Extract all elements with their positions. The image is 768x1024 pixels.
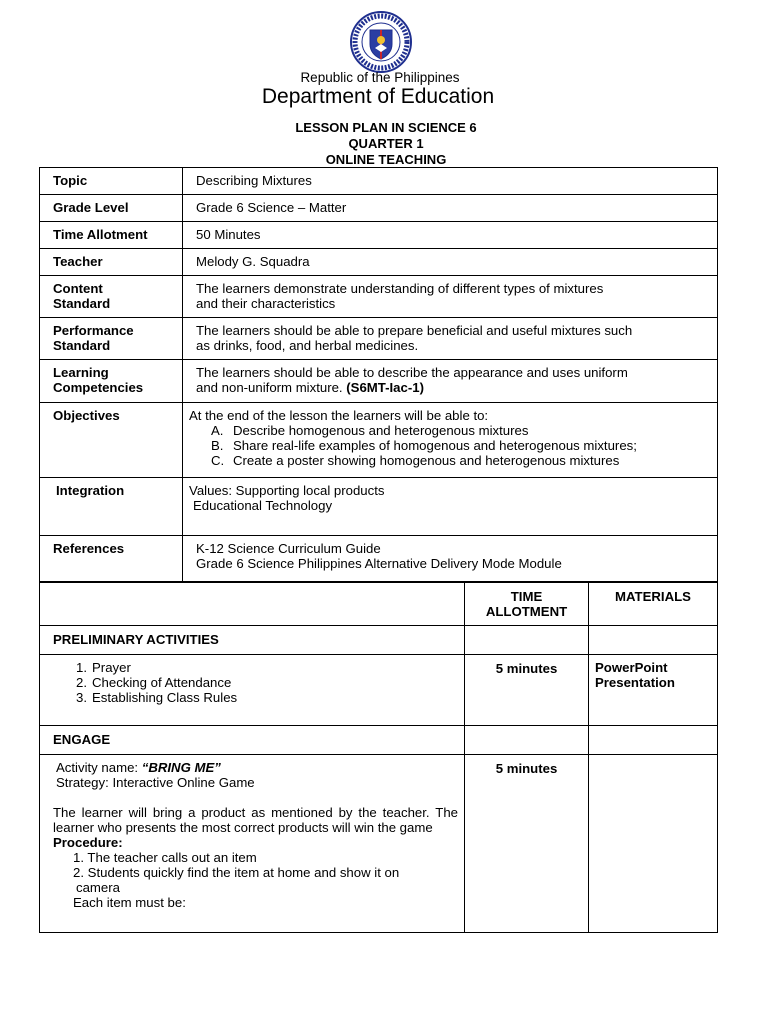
materials-header: MATERIALS (589, 583, 718, 626)
content-standard-label (40, 276, 183, 318)
activity-name-line (53, 760, 458, 775)
procedure-step: 2. Students quickly find the item at home and show it on (73, 865, 400, 880)
activity-name: “BRING ME” (141, 760, 221, 775)
learning-label-line: Learning (53, 365, 109, 380)
learning-label-line: Competencies (53, 380, 144, 395)
list-text: Share real-life examples of homogenous and heterogenous mixtures; (233, 438, 637, 453)
teacher-label: Teacher (40, 249, 183, 276)
time-allotment-header (465, 583, 589, 626)
table-row (40, 360, 718, 403)
procedure-step-continued: camera (76, 880, 120, 895)
list-item (211, 438, 711, 453)
topic-value: Describing Mixtures (183, 168, 718, 195)
list-text: Create a poster showing homogenous and heterogenous mixtures (233, 453, 620, 468)
table-row (40, 249, 718, 276)
topic-label: Topic (40, 168, 183, 195)
integration-line: Educational Technology (193, 498, 333, 513)
empty-cell (589, 626, 718, 655)
table-row (40, 655, 718, 726)
performance-standard-value (183, 318, 718, 360)
table-row (40, 536, 718, 582)
list-item (76, 660, 464, 675)
references-value (183, 536, 718, 582)
materials-line: Presentation (595, 675, 675, 690)
list-item (76, 675, 464, 690)
activity-column-header (40, 583, 465, 626)
content-label-line: Content (53, 281, 103, 296)
content-standard-value (183, 276, 718, 318)
deped-seal-icon (344, 10, 418, 74)
header-line: ALLOTMENT (485, 604, 568, 619)
empty-cell (589, 726, 718, 755)
time-value: 50 Minutes (183, 222, 718, 249)
list-item (76, 690, 464, 705)
learning-competencies-label (40, 360, 183, 403)
lesson-info-table (39, 167, 718, 582)
procedure-step: 1. The teacher calls out an item (73, 850, 257, 865)
list-text: Prayer (92, 660, 131, 675)
table-row (40, 726, 718, 755)
table-row (40, 755, 718, 933)
lesson-plan-title: LESSON PLAN IN SCIENCE 6 (295, 120, 477, 135)
engage-materials (589, 755, 718, 933)
preliminary-materials (589, 655, 718, 726)
engage-time: 5 minutes (465, 755, 589, 933)
materials-line: PowerPoint (595, 660, 668, 675)
grade-label: Grade Level (40, 195, 183, 222)
grade-value: Grade 6 Science – Matter (183, 195, 718, 222)
strategy-line: Strategy: Interactive Online Game (56, 775, 255, 790)
preliminary-list (40, 660, 464, 705)
mode-label: ONLINE TEACHING (325, 152, 447, 167)
content-label-line: Standard (53, 296, 111, 311)
list-marker: B. (211, 438, 224, 453)
table-row (40, 222, 718, 249)
table-row (40, 276, 718, 318)
list-item (211, 423, 711, 438)
reference-line: K-12 Science Curriculum Guide (196, 541, 381, 556)
list-marker: A. (211, 423, 224, 438)
time-label: Time Allotment (40, 222, 183, 249)
table-row (40, 168, 718, 195)
activities-table (39, 582, 718, 933)
performance-value-line: as drinks, food, and herbal medicines. (196, 338, 419, 353)
quarter-label: QUARTER 1 (348, 136, 424, 151)
objectives-value (183, 403, 718, 478)
content-value-line: and their characteristics (196, 296, 336, 311)
objectives-intro: At the end of the lesson the learners will be able to: (189, 408, 489, 423)
preliminary-title: PRELIMINARY ACTIVITIES (40, 626, 465, 655)
integration-line: Values: Supporting local products (189, 483, 385, 498)
list-text: Checking of Attendance (92, 675, 232, 690)
list-item (211, 453, 711, 468)
table-row (40, 583, 718, 626)
table-row (40, 318, 718, 360)
content-value-line: The learners demonstrate understanding of different types of mixtures (196, 281, 604, 296)
empty-cell (465, 726, 589, 755)
procedure-step: Each item must be: (73, 895, 186, 910)
reference-line: Grade 6 Science Philippines Alternative Delivery Mode Module (196, 556, 562, 571)
list-text: Describe homogenous and heterogenous mixtures (233, 423, 529, 438)
performance-label-line: Standard (53, 338, 111, 353)
performance-standard-label (40, 318, 183, 360)
performance-value-line: The learners should be able to prepare beneficial and useful mixtures such (196, 323, 633, 338)
engage-title: ENGAGE (40, 726, 465, 755)
procedure-label: Procedure: (53, 835, 123, 850)
department-title: Department of Education (261, 85, 495, 108)
republic-line: Republic of the Philippines (300, 70, 460, 85)
list-marker: 1. (76, 660, 87, 675)
learning-competencies-value (183, 360, 718, 403)
list-marker: C. (211, 453, 225, 468)
table-row (40, 403, 718, 478)
list-marker: 3. (76, 690, 87, 705)
preliminary-list-cell (40, 655, 465, 726)
learning-value-text: and non-uniform mixture. (196, 380, 343, 395)
table-row (40, 195, 718, 222)
engage-description: The learner will bring a product as mentioned by the teacher. The learner who presents the most correct products will win the game (53, 805, 458, 835)
objectives-label: Objectives (40, 403, 183, 478)
integration-value (183, 478, 718, 536)
performance-label-line: Performance (53, 323, 134, 338)
list-text: Establishing Class Rules (92, 690, 238, 705)
teacher-value: Melody G. Squadra (183, 249, 718, 276)
learning-value-line (196, 380, 711, 395)
engage-content (40, 755, 465, 933)
competency-code: (S6MT-Iac-1) (346, 380, 424, 395)
references-label: References (40, 536, 183, 582)
preliminary-time: 5 minutes (465, 655, 589, 726)
objectives-list (189, 423, 711, 468)
table-row (40, 626, 718, 655)
learning-value-line: The learners should be able to describe the appearance and uses uniform (196, 365, 628, 380)
empty-cell (465, 626, 589, 655)
table-row (40, 478, 718, 536)
activity-name-label: Activity name: (56, 760, 142, 775)
header-line: TIME (510, 589, 543, 604)
integration-label: Integration (40, 478, 183, 536)
list-marker: 2. (76, 675, 87, 690)
